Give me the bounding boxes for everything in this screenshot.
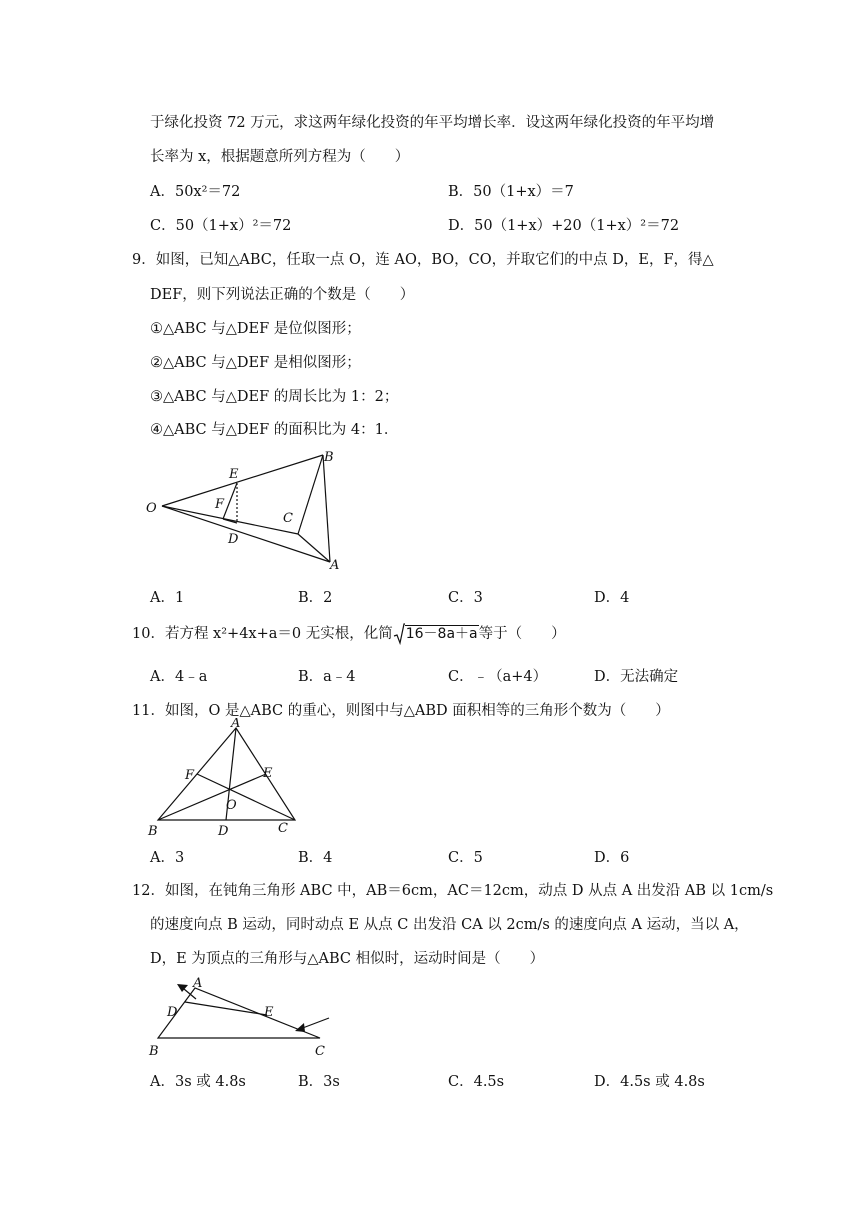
- q11-label-c: C: [278, 821, 288, 836]
- q9-figure: [140, 445, 360, 575]
- q12-figure: [140, 972, 340, 1060]
- q12-option-d: D．4.5s 或 4.8s: [594, 1074, 705, 1090]
- q11-label-b: B: [148, 824, 158, 838]
- q12-option-c: C．4.5s: [448, 1074, 505, 1090]
- q12-label-e: E: [264, 1005, 274, 1020]
- q10-option-a: A．4﹣a: [150, 669, 208, 685]
- q11-figure: [140, 718, 300, 838]
- q12-line-3: D，E 为顶点的三角形与△ABC 相似时，运动时间是（ ）: [150, 951, 545, 967]
- q12-label-a: A: [193, 976, 203, 991]
- arrow-head-e-icon: [295, 1023, 305, 1032]
- q12-label-d: D: [167, 1005, 178, 1020]
- q9-statement-4: ④△ABC 与△DEF 的面积比为 4：1．: [150, 422, 399, 438]
- q9-label-f: F: [215, 497, 225, 512]
- q10-option-c: C．﹣（a+4）: [448, 669, 548, 685]
- q9-label-b: B: [324, 450, 334, 465]
- q8-option-b: B．50（1+x）＝7: [448, 184, 574, 200]
- q11-option-b: B．4: [298, 850, 333, 866]
- q12-label-c: C: [315, 1044, 325, 1059]
- q9-statement-3: ③△ABC 与△DEF 的周长比为 1：2；: [150, 389, 399, 405]
- q9-line-2: DEF，则下列说法正确的个数是（ ）: [150, 287, 415, 303]
- q10-option-b: B．a﹣4: [298, 669, 356, 685]
- q10-prefix: 10．若方程 x²+4x+a＝0 无实根，化简: [132, 626, 393, 642]
- q9-label-o: O: [146, 501, 157, 516]
- q12-option-b: B．3s: [298, 1074, 340, 1090]
- q11-line-1: 11．如图，O 是△ABC 的重心，则图中与△ABD 面积相等的三角形个数为（ ）: [132, 703, 670, 719]
- q8-option-a: A．50x²＝72: [150, 184, 241, 200]
- q9-option-a: A．1: [150, 590, 185, 606]
- q11-label-o: O: [226, 798, 237, 813]
- q9-statement-1: ①△ABC 与△DEF 是位似图形；: [150, 321, 361, 337]
- q9-option-c: C．3: [448, 590, 483, 606]
- q10-radical: [393, 623, 479, 645]
- q10-radicand: 16－8a＋a: [405, 626, 478, 642]
- q9-option-d: D．4: [594, 590, 630, 606]
- q8-line-2: 长率为 x，根据题意所列方程为（ ）: [150, 149, 410, 165]
- q9-label-c: C: [283, 511, 293, 526]
- q9-statement-2: ②△ABC 与△DEF 是相似图形；: [150, 355, 361, 371]
- q9-label-e: E: [229, 467, 239, 482]
- q10-suffix: 等于（ ）: [478, 626, 566, 642]
- q8-option-d: D．50（1+x）+20（1+x）²＝72: [448, 218, 680, 234]
- q12-option-a: A．3s 或 4.8s: [150, 1074, 246, 1090]
- q12-line-2: 的速度向点 B 运动，同时动点 E 从点 C 出发沿 CA 以 2cm/s 的速度向点 A 运动，当以 A，: [150, 917, 749, 933]
- q11-option-c: C．5: [448, 850, 483, 866]
- q11-option-d: D．6: [594, 850, 630, 866]
- q12-line-1: 12．如图，在钝角三角形 ABC 中，AB＝6cm，AC＝12cm，动点 D 从点 A 出发沿 AB 以 1cm/s: [132, 883, 774, 899]
- q11-label-f: F: [185, 768, 195, 783]
- q9-option-b: B．2: [298, 590, 333, 606]
- q11-label-a: A: [231, 718, 241, 731]
- q8-option-c: C．50（1+x）²＝72: [150, 218, 292, 234]
- radical-sign-icon: [393, 623, 405, 645]
- q8-line-1: 于绿化投资 72 万元，求这两年绿化投资的年平均增长率．设这两年绿化投资的年平均增: [150, 115, 715, 131]
- q10-option-d: D．无法确定: [594, 669, 679, 685]
- q11-label-e: E: [263, 766, 273, 781]
- q11-label-d: D: [218, 824, 229, 838]
- q12-label-b: B: [149, 1044, 159, 1059]
- q9-line-1: 9．如图，已知△ABC，任取一点 O，连 AO，BO，CO，并取它们的中点 D，E，F，得△: [132, 252, 714, 268]
- q9-label-d: D: [228, 532, 239, 547]
- q11-option-a: A．3: [150, 850, 185, 866]
- q10-line-1: [132, 622, 566, 645]
- q9-label-a: A: [330, 558, 340, 573]
